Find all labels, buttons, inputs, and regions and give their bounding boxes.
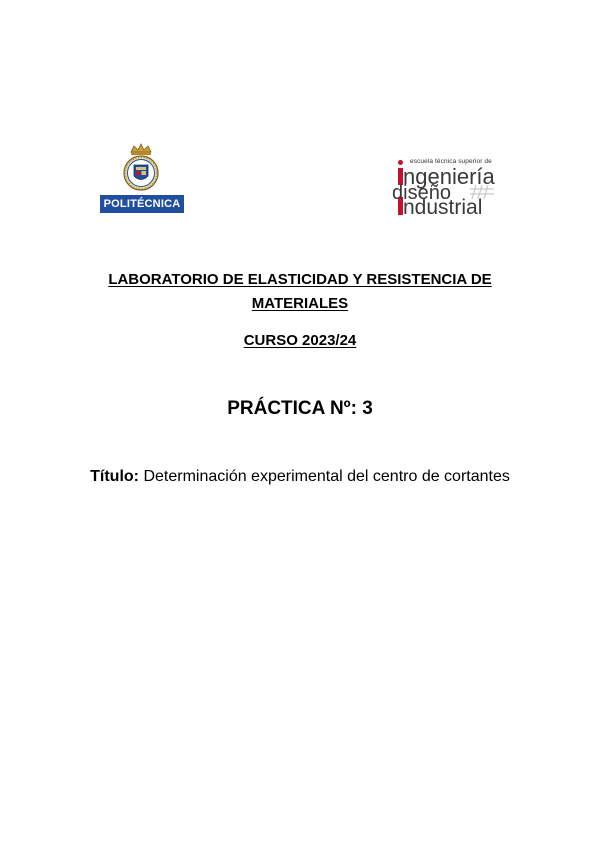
idi-small-text: escuela técnica superior de bbox=[410, 158, 492, 165]
course-year: CURSO 2023/24 bbox=[243, 332, 357, 349]
idi-grid-icon bbox=[470, 185, 494, 199]
upm-logo bbox=[100, 143, 184, 215]
lab-title: LABORATORIO DE ELASTICIDAD Y RESISTENCIA DE MATERIALES bbox=[108, 271, 492, 312]
upm-band-text: POLITÉCNICA bbox=[103, 198, 181, 210]
upm-crest-icon bbox=[121, 143, 161, 193]
practice-title-text: Determinación experimental del centro de cortantes bbox=[143, 468, 510, 485]
idi-word-industrial: ndustrial bbox=[403, 196, 483, 219]
upm-band bbox=[100, 195, 184, 213]
idi-word-ingenieria: ngeniería bbox=[403, 164, 495, 189]
idi-word-diseno: diseño bbox=[392, 182, 451, 204]
practice-title-label: Título: bbox=[90, 468, 139, 485]
idi-logo bbox=[375, 152, 510, 220]
practice-title bbox=[60, 464, 540, 490]
practice-number: PRÁCTICA Nº: 3 bbox=[227, 398, 373, 419]
